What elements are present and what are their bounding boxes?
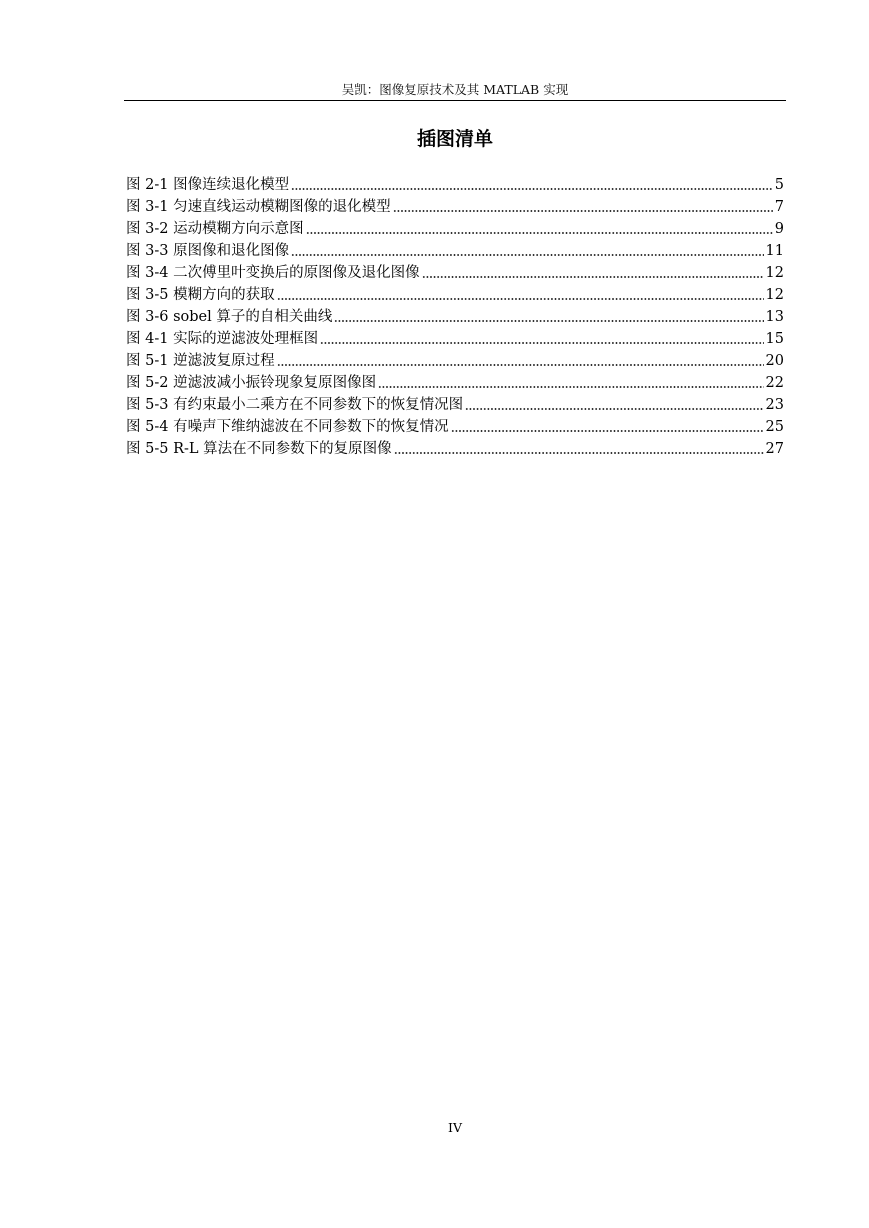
figure-list xyxy=(126,173,784,459)
list-item[interactable] xyxy=(126,195,784,217)
entry-page-number: 20 xyxy=(765,353,784,369)
dot-leader xyxy=(277,363,764,367)
list-item[interactable] xyxy=(126,173,784,195)
dot-leader xyxy=(451,429,764,433)
entry-page-number: 5 xyxy=(774,177,784,193)
entry-label: 图 3-1 匀速直线运动模糊图像的退化模型 xyxy=(126,199,391,215)
page-number: IV xyxy=(448,1120,462,1135)
dot-leader xyxy=(320,341,763,345)
entry-page-number: 12 xyxy=(765,265,784,281)
dot-leader xyxy=(291,187,773,191)
list-item[interactable] xyxy=(126,327,784,349)
list-item[interactable] xyxy=(126,305,784,327)
entry-page-number: 22 xyxy=(765,375,784,391)
running-header: 吴凯：图像复原技术及其 MATLAB 实现 xyxy=(341,82,569,97)
dot-leader xyxy=(334,319,763,323)
entry-page-number: 27 xyxy=(765,441,784,457)
entry-page-number: 9 xyxy=(774,221,784,237)
entry-label: 图 5-2 逆滤波减小振铃现象复原图像图 xyxy=(126,375,377,391)
list-item[interactable] xyxy=(126,349,784,371)
dot-leader xyxy=(378,385,763,389)
entry-label: 图 5-3 有约束最小二乘方在不同参数下的恢复情况图 xyxy=(126,397,464,413)
entry-page-number: 15 xyxy=(765,331,784,347)
entry-page-number: 11 xyxy=(765,243,784,259)
dot-leader xyxy=(393,209,773,213)
entry-page-number: 13 xyxy=(765,309,784,325)
list-item[interactable] xyxy=(126,217,784,239)
dot-leader xyxy=(465,407,763,411)
entry-label: 图 4-1 实际的逆滤波处理框图 xyxy=(126,331,319,347)
entry-page-number: 7 xyxy=(774,199,784,215)
dot-leader xyxy=(277,297,764,301)
dot-leader xyxy=(394,451,764,455)
dot-leader xyxy=(306,231,773,235)
entry-label: 图 3-3 原图像和退化图像 xyxy=(126,243,290,259)
entry-label: 图 3-6 sobel 算子的自相关曲线 xyxy=(126,309,333,325)
entry-label: 图 3-5 模糊方向的获取 xyxy=(126,287,275,303)
list-item[interactable] xyxy=(126,415,784,437)
list-item[interactable] xyxy=(126,261,784,283)
page-title: 插图清单 xyxy=(416,128,493,150)
list-item[interactable] xyxy=(126,239,784,261)
dot-leader xyxy=(422,275,764,279)
entry-page-number: 23 xyxy=(765,397,784,413)
list-item[interactable] xyxy=(126,283,784,305)
dot-leader xyxy=(291,253,763,257)
entry-page-number: 25 xyxy=(765,419,784,435)
header-rule xyxy=(124,100,786,101)
entry-label: 图 5-5 R-L 算法在不同参数下的复原图像 xyxy=(126,441,392,457)
list-item[interactable] xyxy=(126,437,784,459)
entry-label: 图 5-4 有噪声下维纳滤波在不同参数下的恢复情况 xyxy=(126,419,449,435)
entry-label: 图 5-1 逆滤波复原过程 xyxy=(126,353,275,369)
list-item[interactable] xyxy=(126,393,784,415)
entry-label: 图 3-2 运动模糊方向示意图 xyxy=(126,221,304,237)
list-item[interactable] xyxy=(126,371,784,393)
entry-page-number: 12 xyxy=(765,287,784,303)
entry-label: 图 3-4 二次傅里叶变换后的原图像及退化图像 xyxy=(126,265,420,281)
entry-label: 图 2-1 图像连续退化模型 xyxy=(126,177,290,193)
